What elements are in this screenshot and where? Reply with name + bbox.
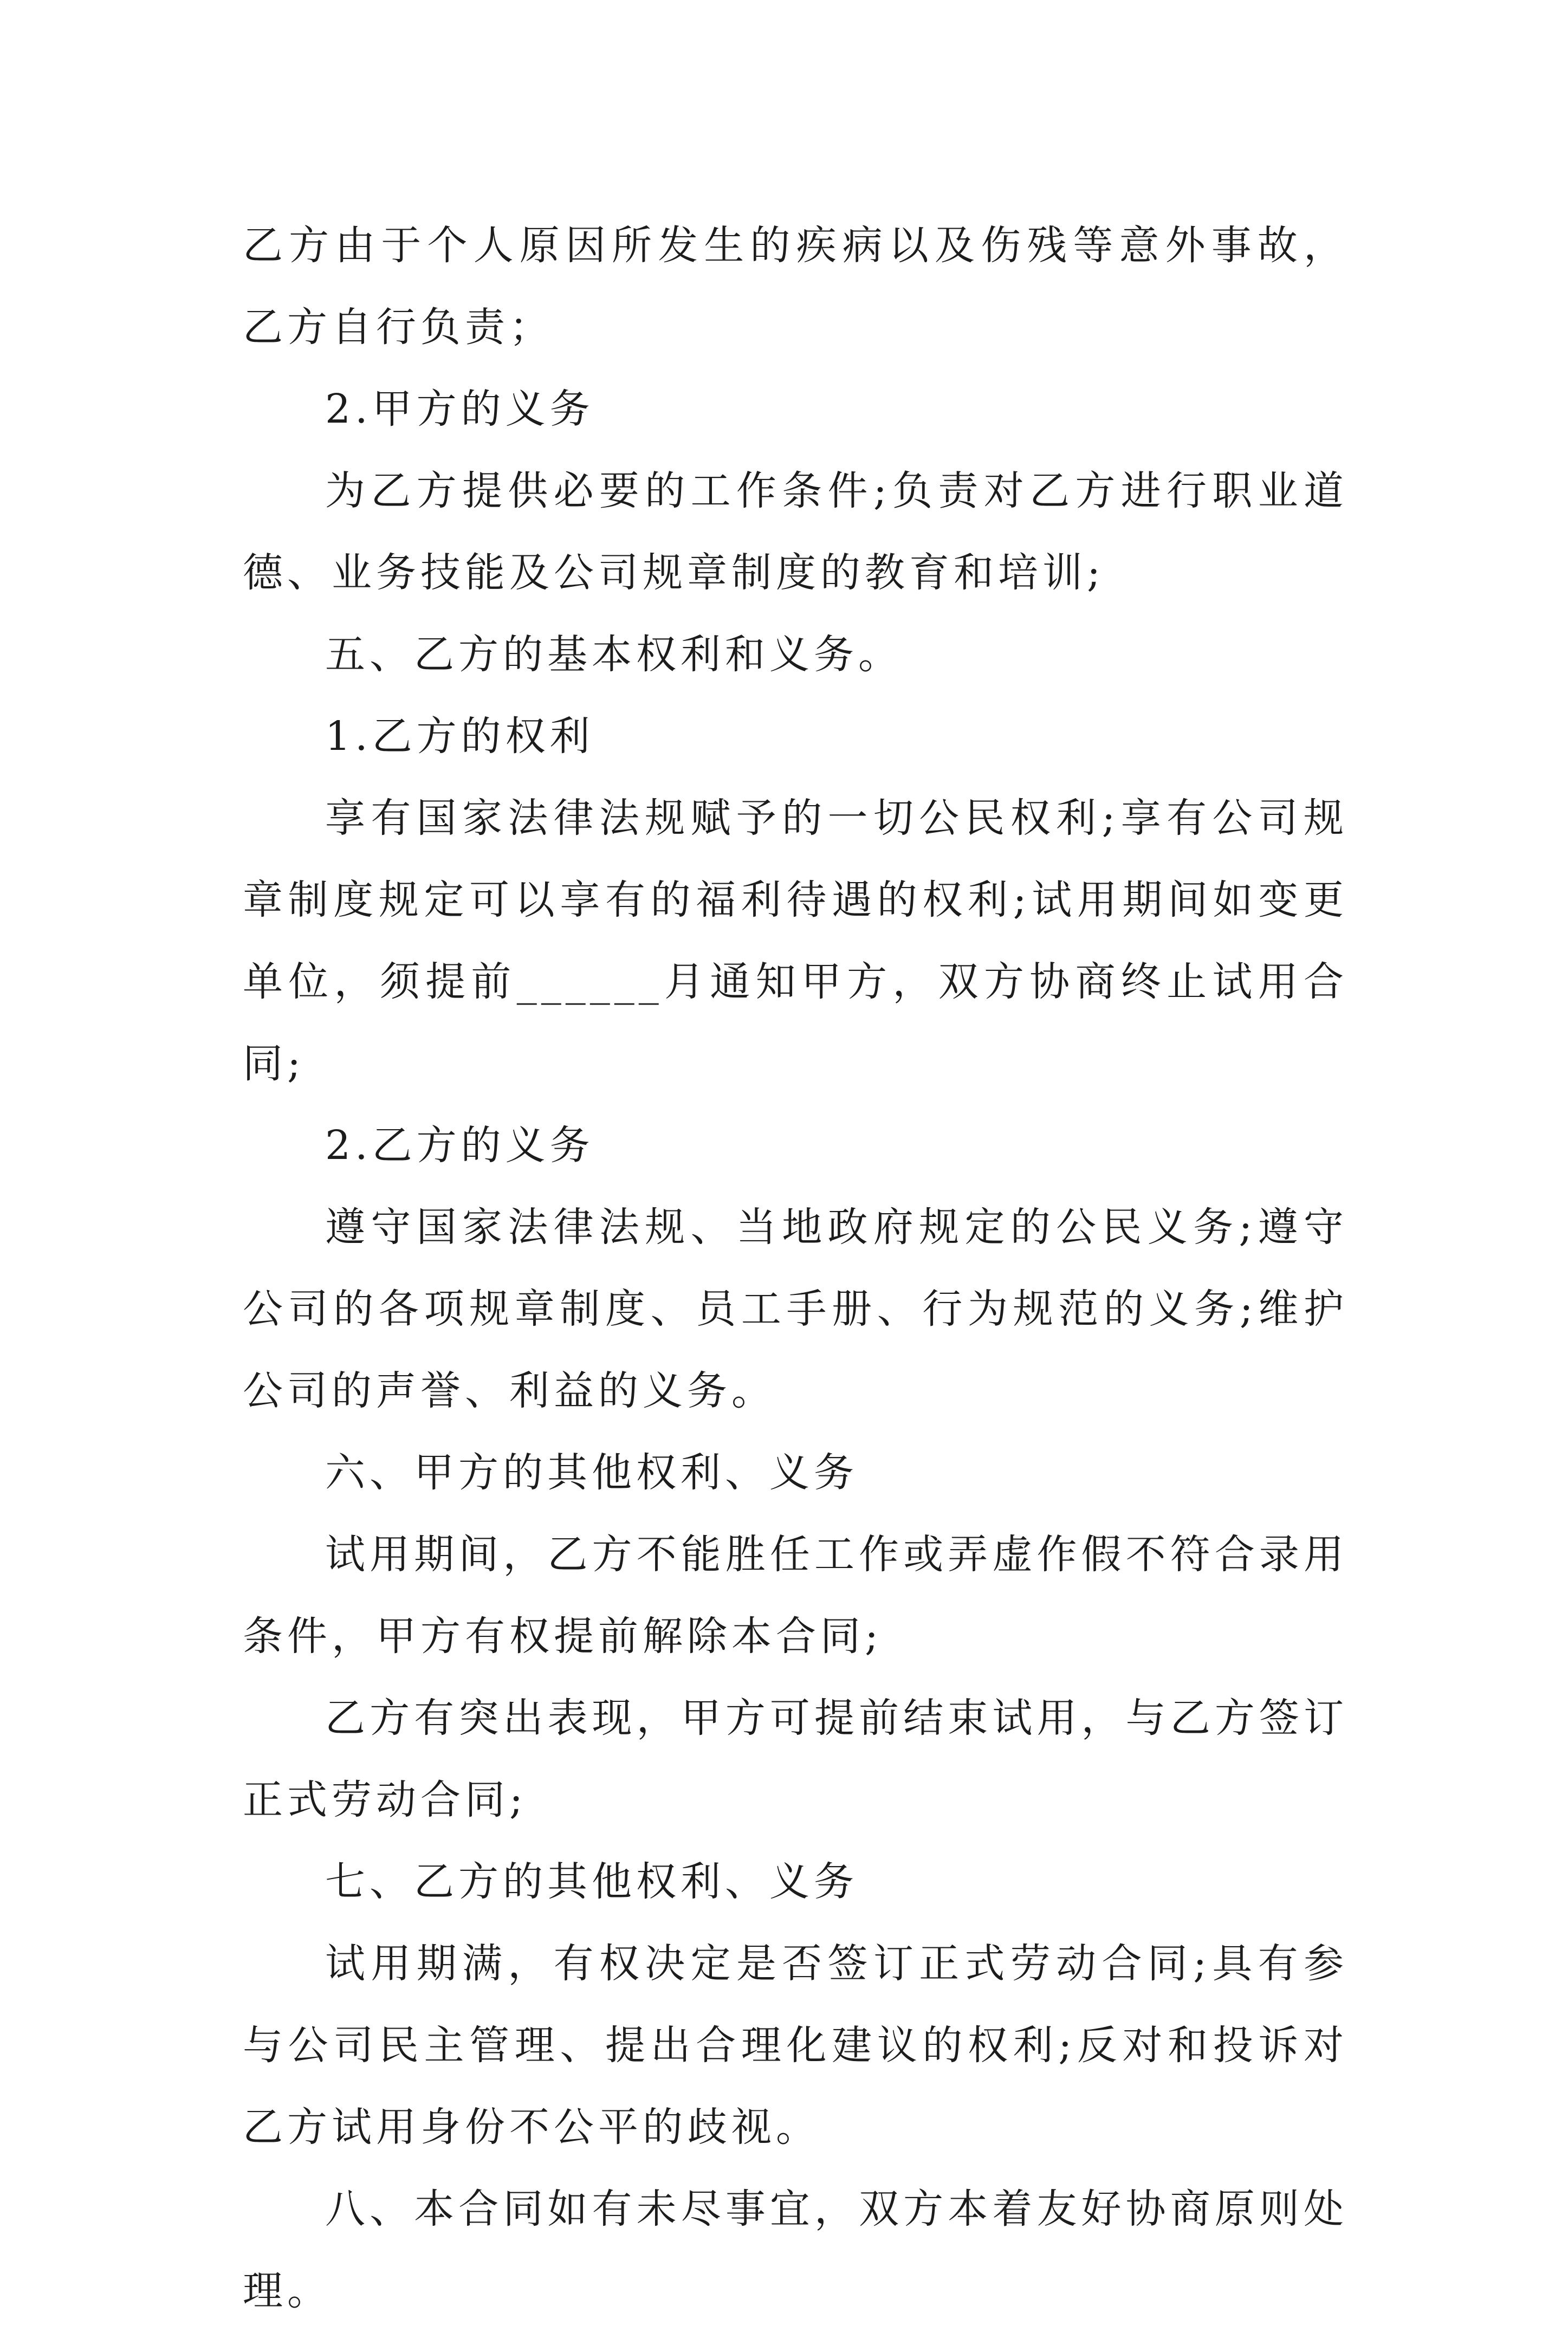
paragraph-2: 2.甲方的义务: [325, 386, 594, 432]
paragraph-11: 乙方有突出表现，甲方可提前结束试用，与乙方签订正式劳动合同;: [243, 1695, 1348, 1823]
document-body: [243, 205, 1348, 2332]
paragraph-3: 为乙方提供必要的工作条件;负责对乙方进行职业道德、业务技能及公司规章制度的教育和培训;: [243, 468, 1348, 596]
paragraph-12: 七、乙方的其他权利、义务: [325, 1858, 858, 1905]
paragraph-10: 试用期间，乙方不能胜任工作或弄虚作假不符合录用条件，甲方有权提前解除本合同;: [243, 1531, 1348, 1660]
paragraph-9: 六、甲方的其他权利、义务: [325, 1449, 858, 1496]
paragraph-1: 乙方由于个人原因所发生的疾病以及伤残等意外事故，乙方自行负责；: [243, 222, 1348, 351]
paragraph-14: 八、本合同如有未尽事宜，双方本着友好协商原则处理。: [243, 2186, 1348, 2314]
paragraph-7: 2.乙方的义务: [325, 1122, 594, 1169]
paragraph-8: 遵守国家法律法规、当地政府规定的公民义务;遵守公司的各项规章制度、员工手册、行为规范的义务;维护公司的声誉、利益的义务。: [243, 1204, 1348, 1414]
paragraph-13: 试用期满，有权决定是否签订正式劳动合同;具有参与公司民主管理、提出合理化建议的权利;反对和投诉对乙方试用身份不公平的歧视。: [243, 1940, 1348, 2150]
paragraph-6: 享有国家法律法规赋予的一切公民权利;享有公司规章制度规定可以享有的福利待遇的权利;试用期间如变更单位，须提前______月通知甲方，双方协商终止试用合同;: [243, 795, 1348, 1087]
paragraph-4: 五、乙方的基本权利和义务。: [325, 631, 903, 678]
paragraph-5: 1.乙方的权利: [325, 713, 594, 760]
